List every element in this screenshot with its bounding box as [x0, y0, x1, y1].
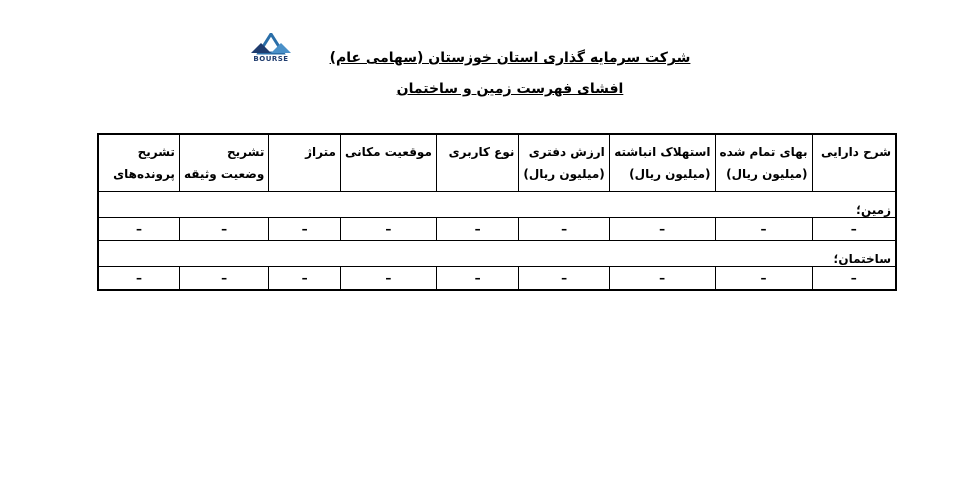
table-cell: –	[436, 267, 519, 291]
col-header-collateral: تشریح وضعیت وثیقه	[179, 134, 268, 192]
col-header-cost: بهای تمام شده (میلیون ریال)	[715, 134, 812, 192]
section-label-land: زمین؛	[98, 192, 896, 218]
table-cell: –	[340, 267, 436, 291]
table-cell: –	[179, 267, 268, 291]
bourse-logo-icon	[247, 33, 295, 57]
table-cell: –	[179, 218, 268, 241]
bourse-logo	[247, 33, 295, 67]
section-row-land	[98, 192, 896, 218]
col-header-location: موقعیت مکانی	[340, 134, 436, 192]
table-cell: –	[609, 218, 715, 241]
table-cell: –	[436, 218, 519, 241]
table-cell: –	[715, 218, 812, 241]
table-cell: –	[98, 218, 179, 241]
col-header-asset: شرح دارایی	[812, 134, 896, 192]
table-cell: –	[519, 267, 609, 291]
table-cell: –	[98, 267, 179, 291]
col-header-area: متراژ	[269, 134, 341, 192]
table-cell: –	[812, 267, 896, 291]
table-row	[98, 267, 896, 291]
section-row-building	[98, 241, 896, 267]
col-header-depreciation: استهلاک انباشته (میلیون ریال)	[609, 134, 715, 192]
table-cell: –	[715, 267, 812, 291]
table-cell: –	[340, 218, 436, 241]
table-row	[98, 218, 896, 241]
section-label-building: ساختمان؛	[98, 241, 896, 267]
logo-text: BOURSE	[253, 55, 289, 63]
document-subtitle: افشای فهرست زمین و ساختمان	[396, 81, 624, 97]
col-header-usage: نوع کاربری	[436, 134, 519, 192]
company-title: شرکت سرمایه گذاری استان خوزستان (سهامی عام)	[329, 50, 691, 66]
table-cell: –	[269, 267, 341, 291]
col-header-cases: تشریح پرونده‌های	[98, 134, 179, 192]
table-cell: –	[812, 218, 896, 241]
table-header-row	[98, 134, 896, 192]
table-cell: –	[609, 267, 715, 291]
land-building-table	[97, 133, 897, 291]
table-cell: –	[519, 218, 609, 241]
table-cell: –	[269, 218, 341, 241]
col-header-book-value: ارزش دفتری (میلیون ریال)	[519, 134, 609, 192]
